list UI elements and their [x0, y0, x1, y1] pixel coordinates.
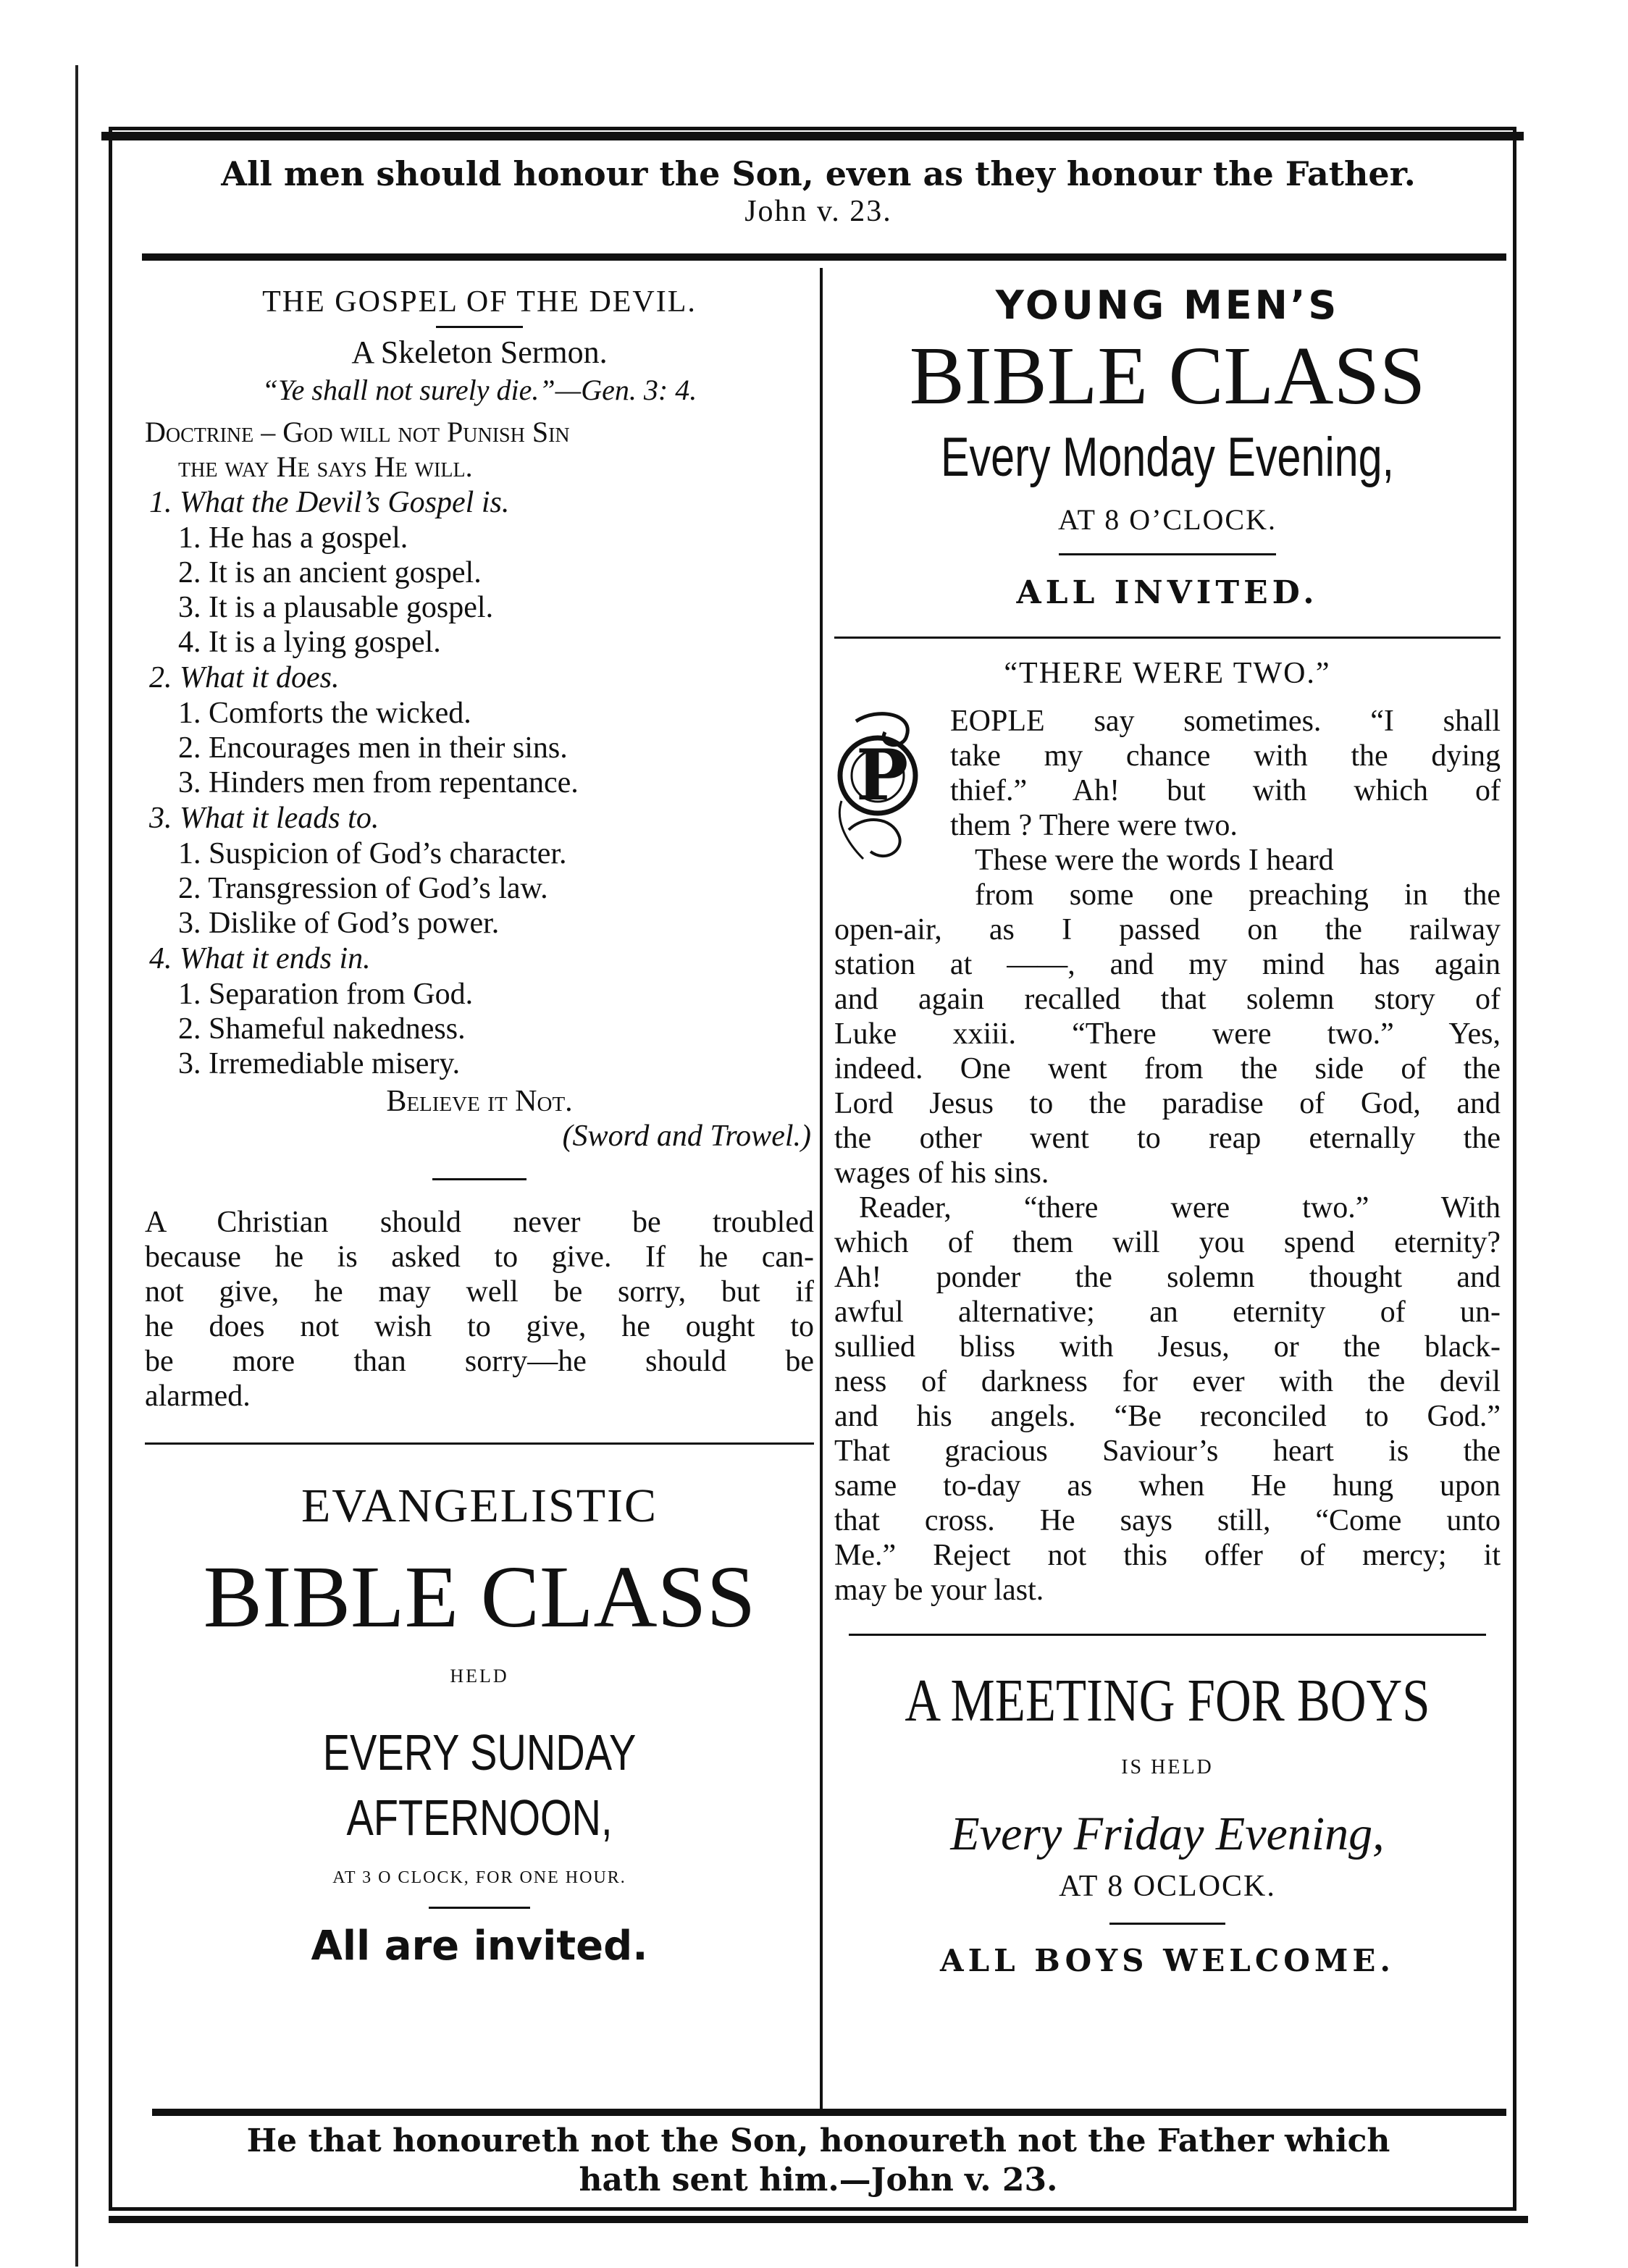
sermon-source: (Sword and Trowel.) — [562, 1120, 811, 1153]
story-line: wages of his sins. — [834, 1156, 1049, 1190]
young-mens-ad — [834, 282, 1501, 615]
footer-rule — [152, 2109, 1506, 2116]
story-line: may be your last. — [834, 1574, 1044, 1607]
divider — [145, 1442, 814, 1445]
left-column — [145, 282, 814, 1974]
ad-line: ALL INVITED. — [1016, 574, 1319, 611]
story-line: same to-day as when He hung upon — [834, 1469, 1501, 1503]
drop-cap-letter: P — [856, 734, 909, 816]
story-line: open-air, as I passed on the railway — [834, 913, 1501, 946]
ad-line: IS HELD — [1121, 1756, 1214, 1778]
list-item: 3. It is a plausable gospel. — [178, 591, 494, 624]
story-body — [834, 704, 1501, 1608]
story-line: and again recalled that solemn story of — [834, 983, 1501, 1016]
list-item: 2. It is an ancient gospel. — [178, 556, 482, 589]
list-item: 2. Shameful nakedness. — [178, 1012, 466, 1046]
note-line: because he is asked to give. If he can- — [145, 1240, 814, 1274]
story-line: sullied bliss with Jesus, or the black- — [834, 1330, 1501, 1364]
divider — [432, 1178, 526, 1180]
doctrine-line: Doctrine – God will not Punish Sin — [145, 416, 570, 448]
divider — [834, 637, 1501, 639]
section-heading: 3. What it leads to. — [149, 802, 379, 835]
top-rule — [101, 132, 1524, 140]
ad-line: All are invited. — [311, 1923, 648, 1970]
ad-line: HELD — [450, 1666, 509, 1687]
footer — [130, 2122, 1506, 2200]
list-item: 3. Irremediable misery. — [178, 1047, 461, 1080]
list-item: 2. Transgression of God’s law. — [178, 872, 548, 905]
ad-line: ALL BOYS WELCOME. — [940, 1943, 1395, 1978]
story-line: These were the words I heard — [975, 844, 1334, 877]
story-line: Me.” Reject not this offer of mercy; it — [834, 1539, 1501, 1572]
ad-line: Every Monday Evening, — [940, 427, 1395, 488]
note-line: be more than sorry—he should be — [145, 1345, 814, 1378]
note-line: A Christian should never be troubled — [145, 1206, 814, 1239]
list-item: 1. Separation from God. — [178, 978, 474, 1011]
story-line: awful alternative; an eternity of un- — [834, 1295, 1501, 1329]
story-line: the other went to reap eternally the — [834, 1122, 1501, 1155]
ad-line: Every Friday Evening, — [950, 1807, 1385, 1860]
note-line: alarmed. — [145, 1379, 251, 1413]
boys-ad — [834, 1665, 1501, 1983]
divider — [436, 326, 523, 328]
story-line: Luke xxiii. “There were two.” Yes, — [834, 1017, 1501, 1051]
list-item: 4. It is a lying gospel. — [178, 626, 441, 659]
evangelistic-ad — [145, 1474, 814, 1974]
sermon-subtitle: A Skeleton Sermon. — [351, 335, 608, 370]
story-line: that cross. He says still, “Come unto — [834, 1504, 1501, 1537]
section-heading: 4. What it ends in. — [149, 942, 371, 975]
ad-line: EVERY SUNDAY AFTERNOON, — [322, 1724, 637, 1846]
ad-line: AT 8 O’CLOCK. — [1058, 503, 1277, 536]
sermon-closing: Believe it Not. — [386, 1085, 573, 1118]
list-item: 3. Dislike of God’s power. — [178, 907, 500, 940]
story-line: take my chance with the dying — [950, 739, 1501, 773]
ad-line: YOUNG MEN’S — [995, 282, 1340, 328]
christian-note — [145, 1205, 814, 1414]
list-item: 2. Encourages men in their sins. — [178, 731, 568, 765]
note-line: not give, he may well be sorry, but if — [145, 1275, 814, 1309]
section-heading: 2. What it does. — [149, 661, 340, 694]
divider — [849, 1634, 1486, 1636]
header-reference: John v. 23. — [744, 195, 892, 228]
story-line: and his angels. “Be reconciled to God.” — [834, 1400, 1501, 1433]
right-column — [834, 282, 1501, 1983]
column-divider — [820, 268, 823, 2109]
ad-line: AT 3 O CLOCK, FOR ONE HOUR. — [332, 1868, 626, 1887]
divider — [1059, 553, 1276, 555]
doctrine-line: the way He says He will. — [178, 450, 473, 483]
ad-title: BIBLE CLASS — [909, 329, 1426, 421]
ad-title: A MEETING FOR BOYS — [905, 1667, 1430, 1734]
story-line: That gracious Saviour’s heart is the — [834, 1435, 1501, 1468]
note-line: he does not wish to give, he ought to — [145, 1310, 814, 1343]
list-item: 1. Comforts the wicked. — [178, 697, 471, 730]
sermon-title: THE GOSPEL OF THE DEVIL. — [262, 285, 697, 319]
drop-cap — [834, 707, 933, 873]
story-title: “THERE WERE TWO.” — [1004, 657, 1331, 690]
story-line: them ? There were two. — [950, 809, 1238, 842]
ad-line: EVANGELISTIC — [301, 1479, 658, 1532]
ad-line: AT 8 OCLOCK. — [1059, 1870, 1276, 1903]
divider — [1109, 1923, 1225, 1925]
story-line: Ah! ponder the solemn thought and — [834, 1261, 1501, 1294]
margin-rule — [75, 65, 78, 2267]
ad-title: BIBLE CLASS — [203, 1548, 756, 1646]
header-rule — [142, 253, 1506, 261]
header-quote: All men should honour the Son, even as they honour the Father. — [221, 154, 1416, 193]
story-line: which of them will you spend eternity? — [834, 1226, 1501, 1259]
list-item: 3. Hinders men from repentance. — [178, 766, 579, 799]
bottom-rule — [109, 2216, 1528, 2223]
list-item: 1. Suspicion of God’s character. — [178, 837, 567, 870]
story-line: from some one preaching in the — [975, 878, 1501, 912]
story-line: indeed. One went from the side of the — [834, 1052, 1501, 1085]
story-line: station at ——, and my mind has again — [834, 948, 1501, 981]
sermon-text-quote: “Ye shall not surely die.”—Gen. 3: 4. — [261, 374, 697, 406]
footer-quote: hath sent him.—John v. 23. — [579, 2162, 1058, 2198]
story — [834, 653, 1501, 1608]
story-line: Reader, “there were two.” With — [859, 1191, 1501, 1225]
section-heading: 1. What the Devil’s Gospel is. — [149, 486, 510, 519]
header — [130, 154, 1506, 229]
divider — [429, 1907, 530, 1909]
story-line: Lord Jesus to the paradise of God, and — [834, 1087, 1501, 1120]
list-item: 1. He has a gospel. — [178, 521, 408, 555]
story-line: thief.” Ah! but with which of — [950, 774, 1501, 807]
story-line: ness of darkness for ever with the devil — [834, 1365, 1501, 1398]
story-line: EOPLE say sometimes. “I shall — [950, 705, 1501, 738]
footer-quote: He that honoureth not the Son, honoureth not the Father which — [246, 2122, 1390, 2159]
